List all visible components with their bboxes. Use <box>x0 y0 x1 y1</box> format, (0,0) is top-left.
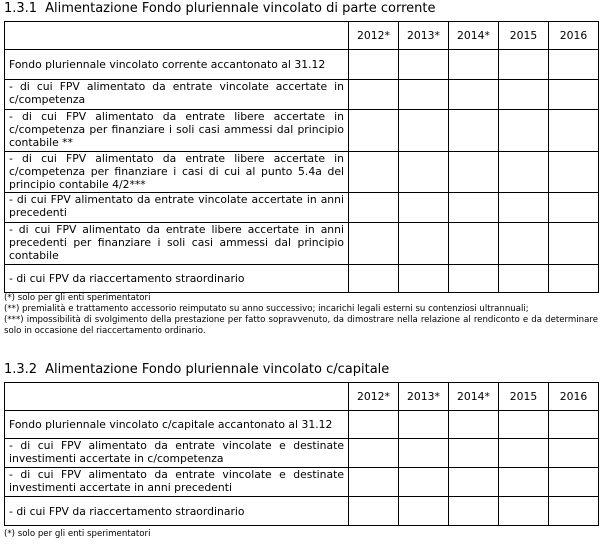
row-label: - di cui FPV alimentato da entrate vincolate accertate in c/competenza <box>5 80 349 110</box>
row-label: - di cui FPV alimentato da entrate libere accertate in c/competenza per finanziare i casi di cui al punto 5.4a del principio contabile 4/2*** <box>5 152 349 193</box>
value-cell <box>499 223 549 265</box>
footnote: (*) solo per gli enti sperimentatori <box>4 529 151 539</box>
value-cell <box>499 152 549 193</box>
value-cell <box>549 468 599 497</box>
year-header-2013: 2013* <box>399 383 449 411</box>
row-label: - di cui FPV alimentato da entrate vincolate e destinate investimenti accertate in anni precedenti <box>5 468 349 497</box>
value-cell <box>349 80 399 110</box>
value-cell <box>399 265 449 293</box>
value-cell <box>449 110 499 152</box>
table-row <box>5 468 599 497</box>
header-blank-cell <box>5 383 349 411</box>
row-label: Fondo pluriennale vincolato corrente accantonato al 31.12 <box>5 50 349 80</box>
footnote: (**) premialità e trattamento accessorio reimputato su anno successivo; incarichi legali esterni su contenziosi ultrannuali; <box>4 304 529 314</box>
section-heading-1-3-1 <box>4 1 436 16</box>
year-header-2014: 2014* <box>449 383 499 411</box>
value-cell <box>549 80 599 110</box>
table-header-row <box>5 22 599 50</box>
table-row <box>5 497 599 526</box>
fpv-capitale-table <box>4 382 599 526</box>
row-label: - di cui FPV da riaccertamento straordinario <box>5 497 349 526</box>
table-row <box>5 50 599 80</box>
value-cell <box>549 439 599 468</box>
value-cell <box>449 152 499 193</box>
year-header-2016: 2016 <box>549 22 599 50</box>
row-label: - di cui FPV alimentato da entrate libere accertate in c/competenza per finanziare i soli casi ammessi dal principio contabile ** <box>5 110 349 152</box>
table-row <box>5 439 599 468</box>
table-row <box>5 265 599 293</box>
table-row <box>5 223 599 265</box>
row-label: Fondo pluriennale vincolato c/capitale accantonato al 31.12 <box>5 411 349 439</box>
value-cell <box>549 223 599 265</box>
value-cell <box>349 411 399 439</box>
value-cell <box>399 411 449 439</box>
year-header-2013: 2013* <box>399 22 449 50</box>
table-row <box>5 193 599 223</box>
value-cell <box>399 50 449 80</box>
value-cell <box>349 265 399 293</box>
value-cell <box>499 497 549 526</box>
value-cell <box>449 223 499 265</box>
value-cell <box>399 497 449 526</box>
value-cell <box>399 110 449 152</box>
table-row <box>5 411 599 439</box>
row-label: - di cui FPV alimentato da entrate vincolate e destinate investimenti accertate in c/competenza <box>5 439 349 468</box>
table-row <box>5 110 599 152</box>
section-number: 1.3.2 <box>4 362 38 377</box>
section-heading-1-3-2 <box>4 362 389 377</box>
year-header-2012: 2012* <box>349 22 399 50</box>
value-cell <box>499 80 549 110</box>
value-cell <box>549 265 599 293</box>
section-number: 1.3.1 <box>4 1 38 16</box>
row-label: - di cui FPV alimentato da entrate vincolate accertate in anni precedenti <box>5 193 349 223</box>
value-cell <box>499 193 549 223</box>
value-cell <box>549 411 599 439</box>
table-row <box>5 80 599 110</box>
year-header-2012: 2012* <box>349 383 399 411</box>
value-cell <box>449 468 499 497</box>
value-cell <box>449 411 499 439</box>
value-cell <box>499 411 549 439</box>
value-cell <box>449 80 499 110</box>
value-cell <box>499 439 549 468</box>
value-cell <box>349 193 399 223</box>
value-cell <box>399 468 449 497</box>
value-cell <box>399 223 449 265</box>
value-cell <box>499 468 549 497</box>
value-cell <box>499 50 549 80</box>
year-header-2014: 2014* <box>449 22 499 50</box>
value-cell <box>349 110 399 152</box>
table-row <box>5 152 599 193</box>
value-cell <box>349 223 399 265</box>
value-cell <box>549 193 599 223</box>
footnote: (***) impossibilità di svolgimento della prestazione per fatto sopravvenuto, da dimostrare nella relazione al rendiconto e da determinare solo in occasione del riaccertamento ordinario. <box>4 315 598 336</box>
value-cell <box>399 152 449 193</box>
value-cell <box>449 193 499 223</box>
value-cell <box>399 193 449 223</box>
value-cell <box>549 110 599 152</box>
section-title: Alimentazione Fondo pluriennale vincolato di parte corrente <box>45 1 436 16</box>
section-title: Alimentazione Fondo pluriennale vincolato c/capitale <box>45 362 390 377</box>
year-header-2015: 2015 <box>499 383 549 411</box>
value-cell <box>549 50 599 80</box>
value-cell <box>449 50 499 80</box>
footnotes-1-3-2 <box>4 529 598 540</box>
row-label: - di cui FPV da riaccertamento straordinario <box>5 265 349 293</box>
fpv-corrente-table <box>4 21 599 293</box>
row-label: - di cui FPV alimentato da entrate libere accertate in anni precedenti per finanziare i soli casi ammessi dal principio contabile <box>5 223 349 265</box>
value-cell <box>499 110 549 152</box>
footnote: (*) solo per gli enti sperimentatori <box>4 293 151 303</box>
value-cell <box>499 265 549 293</box>
value-cell <box>449 497 499 526</box>
value-cell <box>349 439 399 468</box>
value-cell <box>349 152 399 193</box>
value-cell <box>349 468 399 497</box>
table-header-row <box>5 383 599 411</box>
value-cell <box>349 497 399 526</box>
value-cell <box>399 80 449 110</box>
value-cell <box>549 152 599 193</box>
year-header-2016: 2016 <box>549 383 599 411</box>
header-blank-cell <box>5 22 349 50</box>
value-cell <box>449 439 499 468</box>
year-header-2015: 2015 <box>499 22 549 50</box>
value-cell <box>449 265 499 293</box>
value-cell <box>349 50 399 80</box>
footnotes-1-3-1 <box>4 293 598 337</box>
value-cell <box>399 439 449 468</box>
value-cell <box>549 497 599 526</box>
